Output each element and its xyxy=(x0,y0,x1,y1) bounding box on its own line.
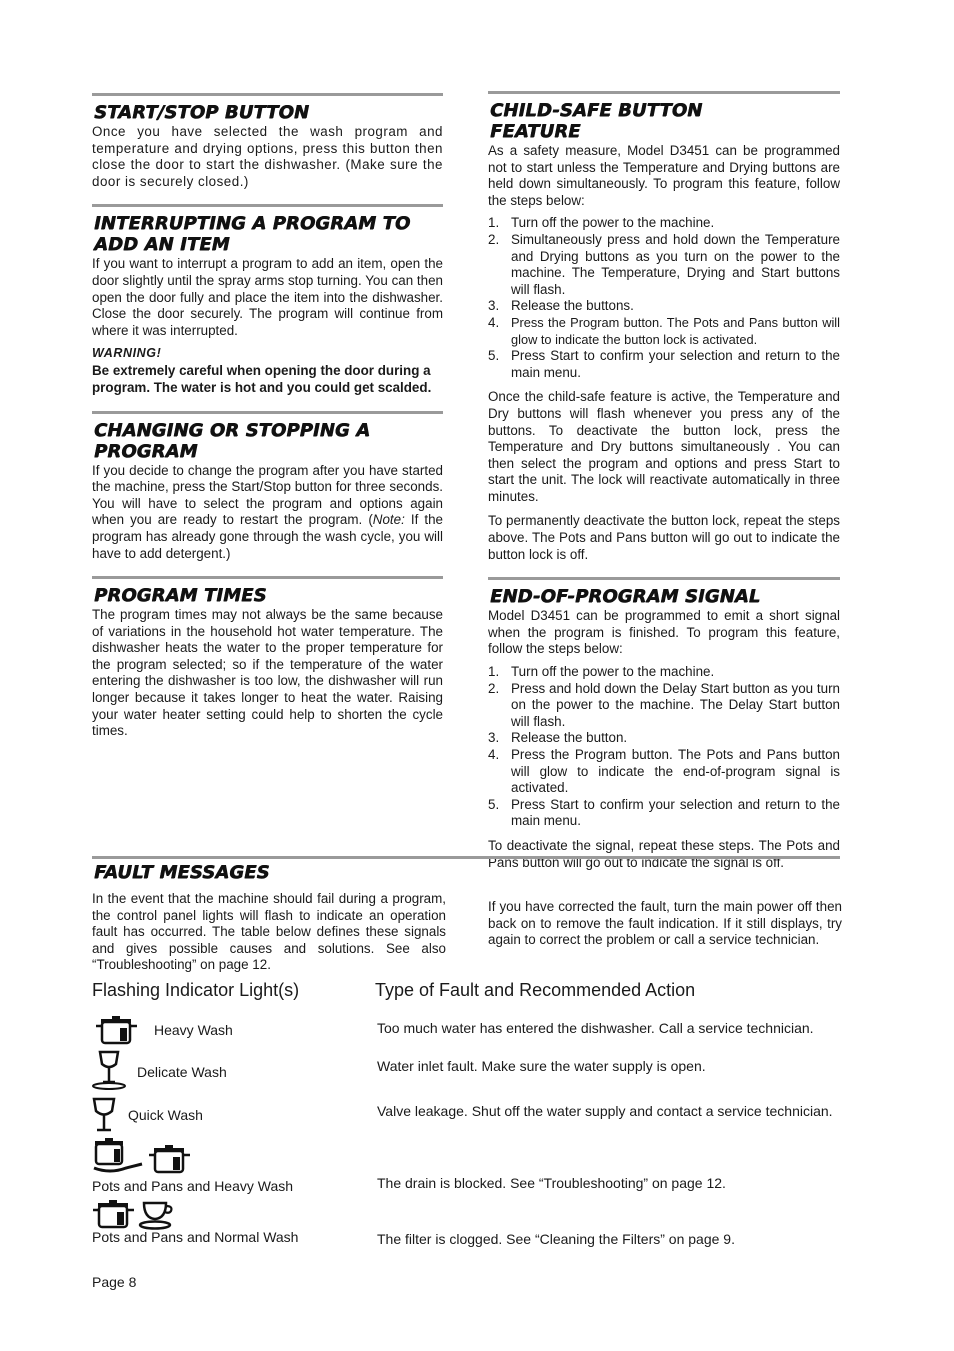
section-rule xyxy=(488,91,840,94)
step-number: 2. xyxy=(488,231,500,247)
step-number: 1. xyxy=(488,215,500,231)
fault-action: The filter is clogged. See “Cleaning the Filters” on page 9. xyxy=(377,1231,735,1247)
note-label: Note: xyxy=(372,512,405,528)
step-text: Turn off the power to the machine. xyxy=(511,664,715,680)
column-header-action: Type of Fault and Recommended Action xyxy=(375,980,696,1000)
step-text: Press and hold down the Delay Start button as you turn on the power to the machine. The Delay Start button will flash. xyxy=(511,680,840,729)
stemmed-glass-plate-icon xyxy=(92,1050,128,1090)
step-number: 3. xyxy=(488,298,500,314)
pot-icon xyxy=(148,1145,192,1175)
step-text: Press Start to confirm your selection and return to the main menu. xyxy=(511,796,840,829)
section-title: END-OF-PROGRAM SIGNAL xyxy=(490,586,761,608)
section-body: If you want to interrupt a program to add an item, open the door slightly until the spray arms stop turning. You can then open the door fully and place the item into the dishwasher. Close the door securely. The program will continue from where it was interrupted. xyxy=(92,256,443,338)
right-column xyxy=(488,91,840,885)
warning-label: WARNING! xyxy=(92,346,162,361)
list-item xyxy=(488,730,840,747)
section-rule xyxy=(92,204,443,207)
section-rule xyxy=(92,93,443,96)
list-item xyxy=(488,681,840,731)
section-title: CHANGING OR STOPPING A PROGRAM xyxy=(94,419,371,462)
fault-action: Too much water has entered the dishwasher. Call a service technician. xyxy=(377,1020,814,1036)
child-safe-section xyxy=(488,91,840,563)
step-number: 5. xyxy=(488,348,500,364)
step-text: Release the button. xyxy=(511,730,628,746)
list-item xyxy=(488,215,840,232)
interrupting-section xyxy=(92,204,443,396)
step-number: 2. xyxy=(488,680,500,696)
fault-title: FAULT MESSAGES xyxy=(94,862,270,883)
step-text: Press Start to confirm your selection and return to the main menu. xyxy=(511,348,840,380)
list-item xyxy=(488,747,840,797)
step-text: Turn off the power to the machine. xyxy=(511,215,715,231)
section-body xyxy=(92,463,443,563)
pot-and-pan-icon xyxy=(92,1138,144,1176)
step-number: 4. xyxy=(488,747,500,762)
section-paragraph: To deactivate the signal, repeat these steps. The Pots and Pans button will go out to indicate the signal is off. xyxy=(488,837,840,870)
fault-action: Water inlet fault. Make sure the water supply is open. xyxy=(377,1058,706,1074)
steps-list xyxy=(488,215,840,381)
start-stop-section xyxy=(92,93,443,190)
section-rule xyxy=(92,576,443,579)
section-paragraph: To permanently deactivate the button lock, repeat the steps above. The Pots and Pans button will go out to indicate the button lock is off. xyxy=(488,513,840,562)
end-signal-section xyxy=(488,577,840,871)
list-item xyxy=(488,232,840,298)
left-column xyxy=(92,93,443,754)
fault-intro-right: If you have corrected the fault, turn the main power off then back on to remove the fault indication. If it still displays, try again to correct the problem or call a service technician. xyxy=(488,899,842,948)
pot-icon xyxy=(92,1200,136,1230)
fault-action: The drain is blocked. See “Troubleshooting” on page 12. xyxy=(377,1175,726,1191)
pot-icon xyxy=(95,1016,139,1046)
step-number: 5. xyxy=(488,796,500,812)
fault-label: Heavy Wash xyxy=(154,1022,233,1038)
section-rule xyxy=(92,411,443,414)
list-item xyxy=(488,315,840,348)
warning-text: Be extremely careful when opening the door during a program. The water is hot and you could get scalded. xyxy=(92,363,432,395)
step-number: 3. xyxy=(488,730,500,746)
fault-label: Delicate Wash xyxy=(137,1064,227,1080)
cup-and-saucer-icon xyxy=(138,1200,176,1230)
section-title: PROGRAM TIMES xyxy=(94,585,267,607)
section-title: START/STOP BUTTON xyxy=(94,102,310,123)
list-item xyxy=(488,348,840,381)
page-number: Page 8 xyxy=(92,1274,137,1290)
step-number: 4. xyxy=(488,314,500,330)
step-text: Simultaneously press and hold down the Temperature and Drying buttons as you turn on the power to the machine. The Temperature, Drying and Start buttons will flash. xyxy=(511,231,840,297)
step-text: Press the Program button. The Pots and Pans button will glow to indicate the end-of-program signal is activated. xyxy=(511,747,840,796)
section-title: INTERRUPTING A PROGRAM TO ADD AN ITEM xyxy=(94,213,411,256)
body-part-b: If the program has already gone through the wash cycle, you will have to add detergent.) xyxy=(92,512,443,561)
fault-label: Pots and Pans and Heavy Wash xyxy=(92,1178,294,1194)
step-text: Release the buttons. xyxy=(511,298,634,314)
changing-section xyxy=(92,411,443,563)
section-body: The program times may not always be the same because of variations in the household hot water temperature. The dishwasher heats the water to the proper temperature for the program selected; so if the temperature of the water entering the dishwasher is too low, the dishwasher will run longer because it takes longer to heat the water. Raising your water heater setting could help to shorten the cycle times. xyxy=(92,607,443,739)
step-text: Press the Program button. The Pots and Pans button will glow to indicate the button lock is activated. xyxy=(511,314,840,347)
list-item xyxy=(488,797,840,830)
fault-label: Pots and Pans and Normal Wash xyxy=(92,1229,299,1245)
section-rule xyxy=(488,577,840,580)
section-paragraph: Once the child-safe feature is active, the Temperature and Dry buttons will flash whenever you press any of the buttons. To deactivate the button lock, press the Temperature and Dry buttons simultaneously . You can then select the program and options and press Start to start the unit. The lock will reactivate automatically in three minutes. xyxy=(488,389,840,504)
section-body: Once you have selected the wash program and temperature and drying options, press this button then close the door to start the dishwasher. (Make sure the door is securely closed.) xyxy=(92,124,443,189)
list-item xyxy=(488,298,840,315)
step-number: 1. xyxy=(488,664,500,680)
steps-list xyxy=(488,664,840,830)
section-title: CHILD-SAFE BUTTON FEATURE xyxy=(490,100,703,142)
section-intro: Model D3451 can be programmed to emit a short signal when the program is finished. To program this feature, follow the steps below: xyxy=(488,608,840,657)
fault-rule xyxy=(92,856,840,859)
fault-label: Quick Wash xyxy=(128,1107,203,1123)
list-item xyxy=(488,664,840,681)
fault-action: Valve leakage. Shut off the water supply and contact a service technician. xyxy=(377,1103,833,1119)
section-intro: As a safety measure, Model D3451 can be programmed not to start unless the Temperature and Drying buttons are held down simultaneously. To program this feature, follow the steps below: xyxy=(488,143,840,208)
wine-glass-icon xyxy=(92,1097,118,1133)
column-header-indicator: Flashing Indicator Light(s) xyxy=(92,980,300,1000)
program-times-section xyxy=(92,576,443,740)
fault-intro-left: In the event that the machine should fail during a program, the control panel lights will flash to indicate an operation fault has occurred. The table below defines these signals and gives possible causes and solutions. See also “Troubleshooting” on page 12. xyxy=(92,891,446,973)
body-part-a: If you decide to change the program after you have started the machine, press the Start/Stop button for three seconds. You will have to select the program and options again when you are ready to restart the program. ( xyxy=(92,462,443,528)
